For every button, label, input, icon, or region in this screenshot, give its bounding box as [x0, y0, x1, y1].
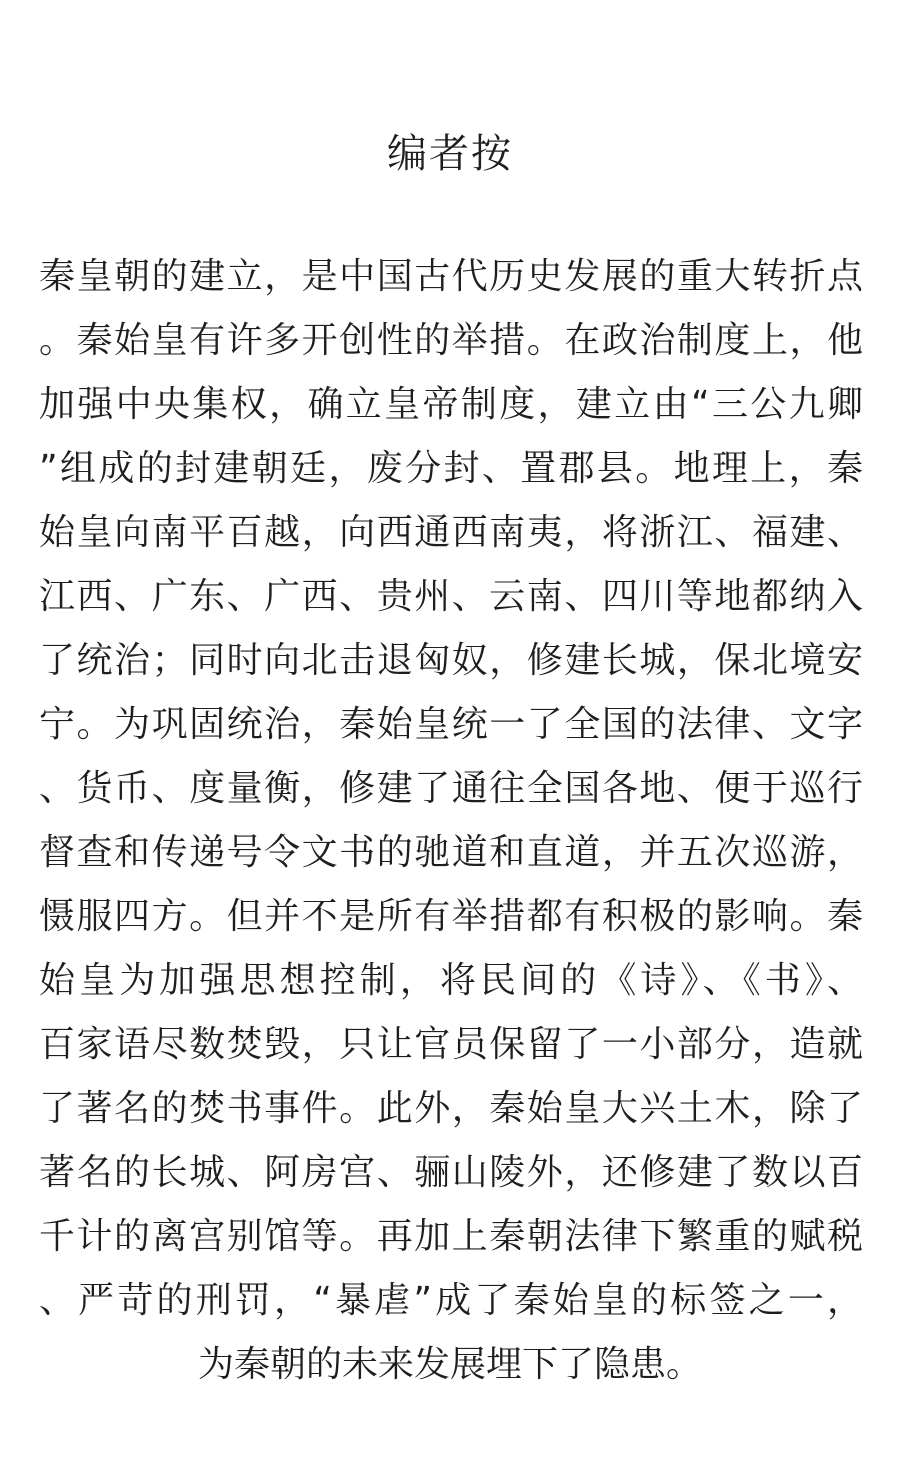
text-line-final: 为秦朝的未来发展埋下了隐患。: [197, 1344, 702, 1385]
text-line: 江西、广东、广西、贵州、云南、四川等地都纳入: [39, 576, 863, 617]
text-line: 宁。为巩固统治，秦始皇统一了全国的法律、文字: [39, 704, 863, 745]
text-line: 百家语尽数焚毁，只让官员保留了一小部分，造就: [39, 1024, 863, 1065]
text-line: 慑服四方。但并不是所有举措都有积极的影响。秦: [39, 896, 863, 937]
text-line: 了著名的焚书事件。此外，秦始皇大兴土木，除了: [39, 1088, 863, 1129]
text-line: 、严苛的刑罚，“暴虐”成了秦始皇的标签之一，: [39, 1280, 863, 1321]
page-title: 编者按: [387, 131, 513, 177]
text-line: 。秦始皇有许多开创性的举措。在政治制度上，他: [39, 320, 863, 361]
text-line: 秦皇朝的建立，是中国古代历史发展的重大转折点: [39, 256, 863, 297]
text-line: 加强中央集权，确立皇帝制度，建立由“三公九卿: [39, 384, 863, 425]
article-body: [0, 245, 900, 1397]
text-line: ”组成的封建朝廷，废分封、置郡县。地理上，秦: [39, 448, 863, 489]
text-line: 千计的离宫别馆等。再加上秦朝法律下繁重的赋税: [39, 1216, 863, 1257]
text-line: 了统治；同时向北击退匈奴，修建长城，保北境安: [39, 640, 863, 681]
text-line: 始皇为加强思想控制，将民间的《诗》、《书》、: [39, 960, 863, 1001]
text-line: 始皇向南平百越，向西通西南夷，将浙江、福建、: [39, 512, 863, 553]
text-line: 著名的长城、阿房宫、骊山陵外，还修建了数以百: [39, 1152, 863, 1193]
text-line: 、货币、度量衡，修建了通往全国各地、便于巡行: [39, 768, 863, 809]
text-line: 督查和传递号令文书的驰道和直道，并五次巡游，: [39, 832, 863, 873]
